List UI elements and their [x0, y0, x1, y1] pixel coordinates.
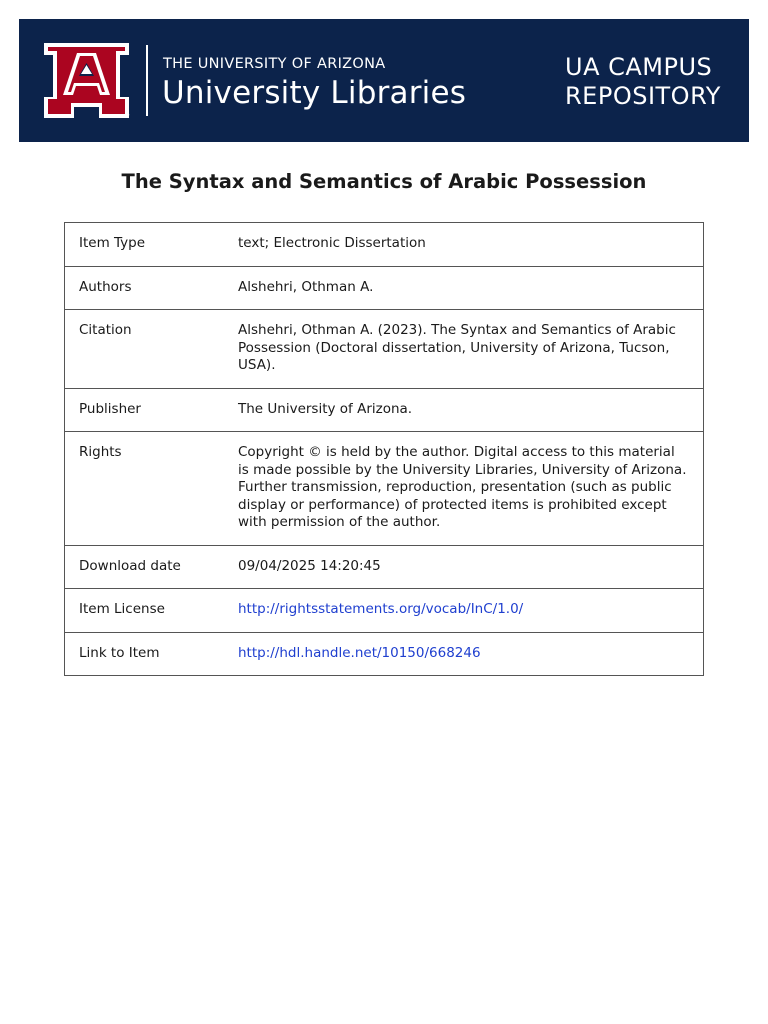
university-of-arizona-logo	[44, 43, 129, 118]
metadata-label: Publisher	[65, 388, 225, 432]
metadata-value: The University of Arizona.	[224, 388, 704, 432]
metadata-row-link-to-item	[65, 632, 704, 676]
metadata-label: Item Type	[65, 223, 225, 267]
repository-name-line1: UA CAMPUS	[565, 53, 713, 81]
metadata-row-download-date	[65, 545, 704, 589]
libraries-name: University Libraries	[162, 75, 467, 111]
metadata-row-item-license	[65, 589, 704, 633]
metadata-label: Authors	[65, 266, 225, 310]
metadata-row-publisher	[65, 388, 704, 432]
metadata-value: 09/04/2025 14:20:45	[224, 545, 704, 589]
repository-name-line2: REPOSITORY	[565, 82, 721, 110]
university-name: THE UNIVERSITY OF ARIZONA	[163, 56, 386, 72]
item-license-link[interactable]: http://rightsstatements.org/vocab/InC/1.0/	[238, 601, 524, 617]
metadata-row-authors	[65, 266, 704, 310]
metadata-row-rights	[65, 432, 704, 546]
svg-text:®: ®	[124, 112, 130, 119]
metadata-label: Download date	[65, 545, 225, 589]
metadata-label: Item License	[65, 589, 225, 633]
metadata-table	[64, 222, 704, 676]
metadata-value: Alshehri, Othman A. (2023). The Syntax and Semantics of Arabic Possession (Doctoral dissertation, University of Arizona, Tucson, USA).	[224, 310, 704, 389]
metadata-value: Copyright © is held by the author. Digital access to this material is made possible by the University Libraries, University of Arizona. Further transmission, reproduction, presentation (such as public display or performance) of protected items is prohibited except with permission of the author.	[224, 432, 704, 546]
header-banner	[19, 19, 749, 142]
item-handle-link[interactable]: http://hdl.handle.net/10150/668246	[238, 644, 481, 661]
metadata-value	[224, 632, 704, 676]
metadata-label: Rights	[65, 432, 225, 546]
metadata-row-citation	[65, 310, 704, 389]
metadata-label: Citation	[65, 310, 225, 389]
metadata-row-item-type	[65, 223, 704, 267]
metadata-label: Link to Item	[65, 632, 225, 676]
metadata-value: Alshehri, Othman A.	[224, 266, 704, 310]
header-divider	[146, 45, 148, 116]
document-title: The Syntax and Semantics of Arabic Possession	[121, 170, 647, 193]
metadata-value: text; Electronic Dissertation	[224, 223, 704, 267]
repository-name	[565, 53, 721, 111]
metadata-value	[224, 589, 704, 633]
